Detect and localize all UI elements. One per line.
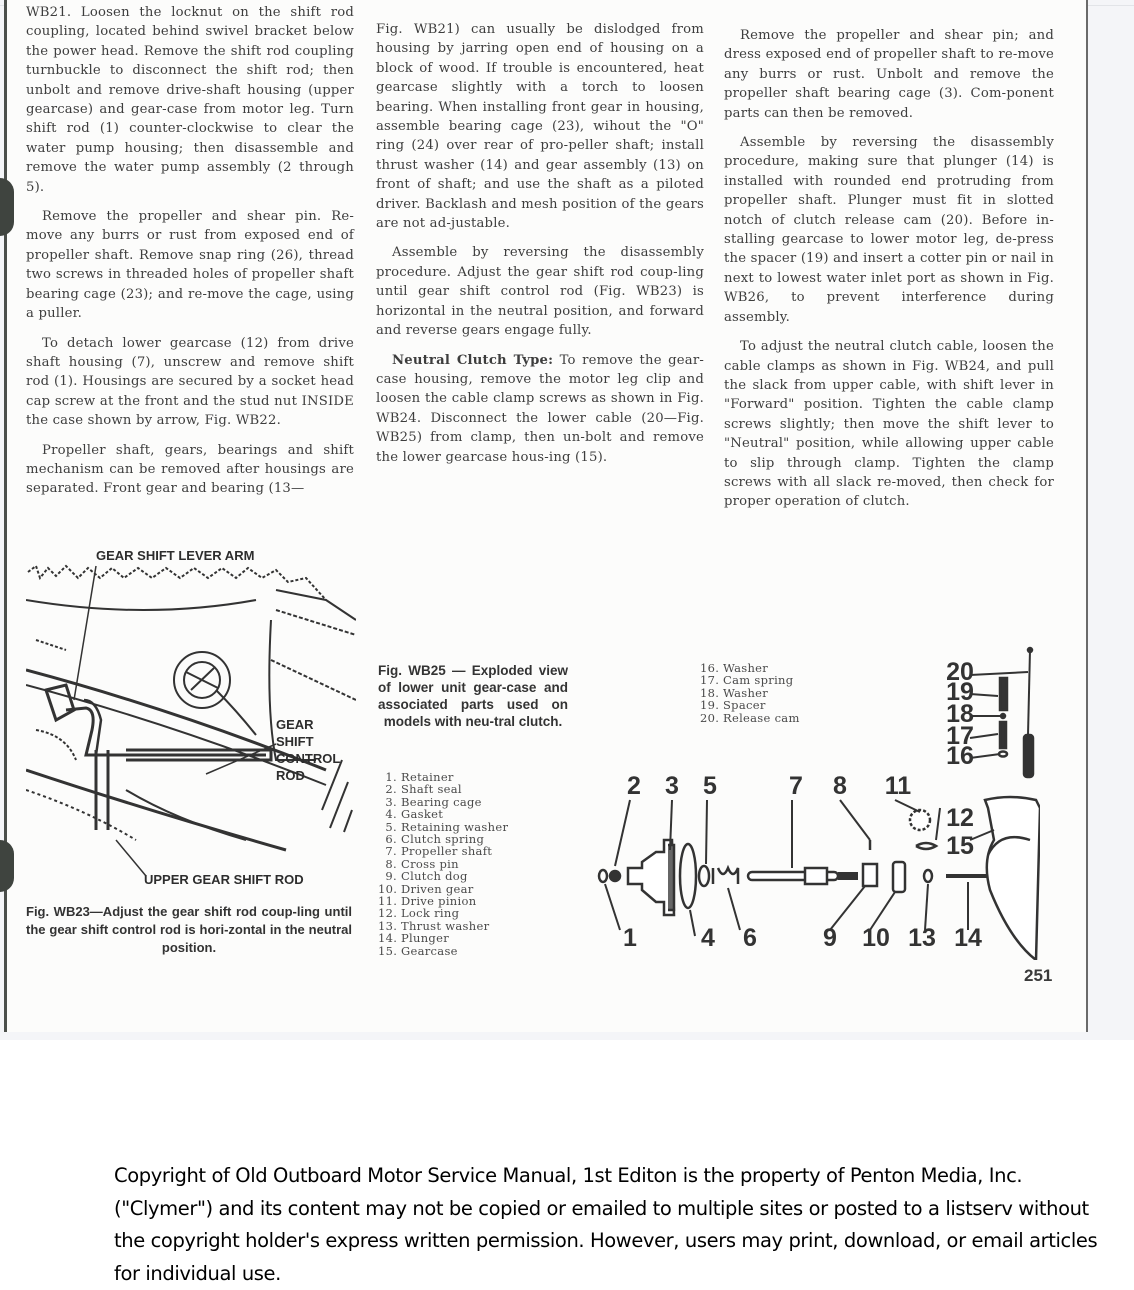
callout-number: 15 [946,832,974,860]
part-number: 15. [378,943,398,958]
callout-number: 6 [743,924,757,952]
part-number: 19. [700,698,720,713]
part-spacer [1000,678,1007,710]
parts-list-item [378,783,508,795]
fig-wb25-exploded-view [590,640,1040,960]
part-clutch-spring [713,868,738,884]
callout-number: 2 [627,772,641,800]
part-number: 2. [385,782,397,797]
part-number: 11. [378,894,398,909]
part-cam-spring [1000,722,1006,748]
fig-wb25-caption: Fig. WB25 — Exploded view of lower unit gear-case and associated parts used on models with neu-tral clutch. [378,663,568,729]
parts-list-item [378,932,508,944]
label-gear-shift-control-rod [276,716,340,784]
part-gasket [680,844,696,908]
fig-wb23-caption: Fig. WB23—Adjust the gear shift rod coup-ling until the gear shift control rod is hori-zontal in the neutral position. [26,904,352,955]
part-name: Release cam [723,710,800,725]
part-name: Drive pinion [401,894,477,909]
part-name: Spacer [723,698,766,713]
callout-number: 8 [833,772,847,800]
part-washer [999,752,1007,757]
part-name: Cam spring [723,673,794,688]
callout-number: 17 [946,722,974,750]
part-name: Clutch spring [401,832,485,847]
part-number: 13. [378,918,398,933]
part-number: 17. [700,673,720,688]
callout-number: 3 [665,772,679,800]
part-number: 9. [385,869,397,884]
parts-list-item [378,945,508,957]
paragraph: WB21. Loosen the locknut on the shift rod coupling, located behind swivel bracket below the power head. Remove the shift rod coupling turnbuckle to disconnect the shift rod; then unbolt and remove drive-shaft housing (upper gearcase) and gear-case from motor leg. Turn shift rod (1) counter-clockwise to clear the water pump housing; then disassemble and remove the water pump assembly (2 through 5). [26,5,354,195]
section-heading: Neutral Clutch Type: [392,352,554,368]
part-number: 7. [385,844,397,859]
callout-number: 9 [823,924,837,952]
text-column-1 [26,3,354,509]
part-retainer [599,870,607,882]
page-number: 251 [1024,966,1053,985]
paragraph: Assemble by reversing the disassembly procedure. Adjust the gear shift rod coup-ling until gear shift control rod (Fig. WB23) is horizontal in the neutral position, and forward and reverse gears engage fully. [376,245,704,339]
paragraph: Assemble by reversing the disassembly procedure, making sure that plunger (14) is installed with rounded end protruding from propeller shaft. Plunger must fit in slotted notch of clutch release cam (20). Before in-stalling gearcase to lower motor leg, de-press the spacer (19) and insert a cotter pin or nail in next to lowest water inlet port as shown in Fig. WB26, to prevent interference during assembly. [724,135,1054,325]
paragraph: Fig. WB21) can usually be dislodged from housing by jarring open end of housing on a block of wood. If trouble is encountered, heat gearcase slightly with a torch to loosen bearing. When installing front gear in housing, assemble bearing cage (23), wihout the "O" ring (24) over rear of pro-peller shaft; install thrust washer (14) and gear assembly (13) on front of shaft; and use the shaft as a piloted driver. Backlash and mesh position of the gears are not ad-justable. [376,22,704,232]
label-line: GEAR [276,717,314,732]
part-name: Propeller shaft [401,844,493,859]
callout-number: 4 [701,924,715,952]
binder-hole [0,840,14,892]
text-column-2 [376,20,704,477]
callout-number: 5 [703,772,717,800]
part-name: Thrust washer [401,918,490,933]
part-name: Cross pin [401,856,459,871]
part-lock-ring [916,843,936,849]
part-number: 6. [385,832,397,847]
part-name: Plunger [401,931,449,946]
part-bearing-cage [628,840,674,915]
parts-list-item [378,907,508,919]
callout-number: 19 [946,678,974,706]
part-driven-gear [893,862,905,892]
paragraph: Remove the propeller and shear pin; and dress exposed end of propeller shaft to re-move any burrs or rust. Unbolt and remove the propeller shaft bearing cage (3). Com-ponent parts can then be removed. [724,28,1054,121]
part-gearcase [985,797,1040,960]
parts-list-item [378,870,508,882]
part-name: Gasket [401,807,444,822]
label-gear-shift-lever-arm: GEAR SHIFT LEVER ARM [96,548,255,563]
parts-list-item [378,845,508,857]
binder-hole [0,178,14,236]
part-name: Washer [723,661,769,675]
callout-number: 1 [623,924,637,952]
copyright-notice: Copyright of Old Outboard Motor Service Manual, 1st Editon is the property of Penton Media, Inc. ("Clymer") and its content may not be copied or emailed to multiple sites or posted to a listserv without the copyright holder's express written permission. However, users may print, download, or email articles for individual use. [114,1164,1098,1285]
part-name: Gearcase [401,943,458,958]
part-number: 12. [378,906,398,921]
part-washer [1001,714,1005,718]
part-number: 8. [385,856,397,871]
part-number: 20. [700,710,720,725]
part-name: Driven gear [401,881,474,896]
part-drive-pinion [910,810,930,830]
callout-number: 13 [908,924,936,952]
callout-number: 10 [862,924,890,952]
callout-number: 20 [946,658,974,686]
callout-number: 7 [789,772,803,800]
part-name: Lock ring [401,906,460,921]
callout-number: 12 [946,804,974,832]
text-column-3 [724,26,1054,522]
paragraph: To detach lower gearcase (12) from drive shaft housing (7), unscrew and remove shift rod (1). Housings are secured by a socket head cap screw at the front and the stud nut INSIDE the case shown by arrow, Fig. WB22. [26,335,354,429]
part-name: Bearing cage [401,794,482,809]
part-clutch-dog [863,864,877,886]
part-number: 16. [700,661,720,675]
label-line: SHIFT [276,734,314,749]
part-number: 5. [385,819,397,834]
part-thrust-washer [924,870,932,882]
paragraph-neutral-clutch [376,351,704,467]
part-number: 4. [385,807,397,822]
part-name: Retaining washer [401,819,509,834]
callout-number: 14 [954,924,982,952]
paragraph-text: To remove the gear-case housing, remove the motor leg clip and loosen the cable clamp screws as shown in Fig. WB24. Disconnect the lower cable (20—Fig. WB25) from clamp, then un-bolt and remove the lower gearcase hous-ing (15). [376,352,704,465]
callout-number: 16 [946,742,974,770]
part-number: 3. [385,794,397,809]
part-name: Retainer [401,770,454,784]
parts-list-1 [378,771,508,957]
paragraph: Propeller shaft, gears, bearings and shift mechanism can be removed after housings are separated. Front gear and bearing (13— [26,442,354,497]
part-shaft-seal [610,871,620,881]
parts-list-item [378,808,508,820]
callout-number: 18 [946,700,974,728]
part-name: Washer [723,685,769,700]
part-number: 14. [378,931,398,946]
label-line: CONTROL [276,751,341,766]
callout-number: 11 [884,772,912,800]
part-name: Shaft seal [401,782,462,797]
part-number: 18. [700,685,720,700]
part-name: Clutch dog [401,869,468,884]
paragraph: Remove the propeller and shear pin. Re-move any burrs or rust from exposed end of propeller shaft. Remove snap ring (26), thread two screws in threaded holes of propeller shaft bearing cage (23); and re-move the cage, using a puller. [26,209,354,322]
paragraph: To adjust the neutral clutch cable, loosen the cable clamps as shown in Fig. WB24, and pull the slack from upper cable, with shift lever in "Forward" position. Tighten the cable clamp screws slightly; then move the shift lever to "Neutral" position, while allowing upper cable to slip through clamp. Tighten the clamp screws with all slack re-moved, then check for proper operation of clutch. [724,339,1054,510]
part-retaining-washer [699,866,709,886]
part-number: 10. [378,881,398,896]
part-number: 1. [385,770,397,784]
label-upper-gear-shift-rod: UPPER GEAR SHIFT ROD [144,872,304,887]
label-line: ROD [276,768,305,783]
parts-list-item [378,796,508,808]
